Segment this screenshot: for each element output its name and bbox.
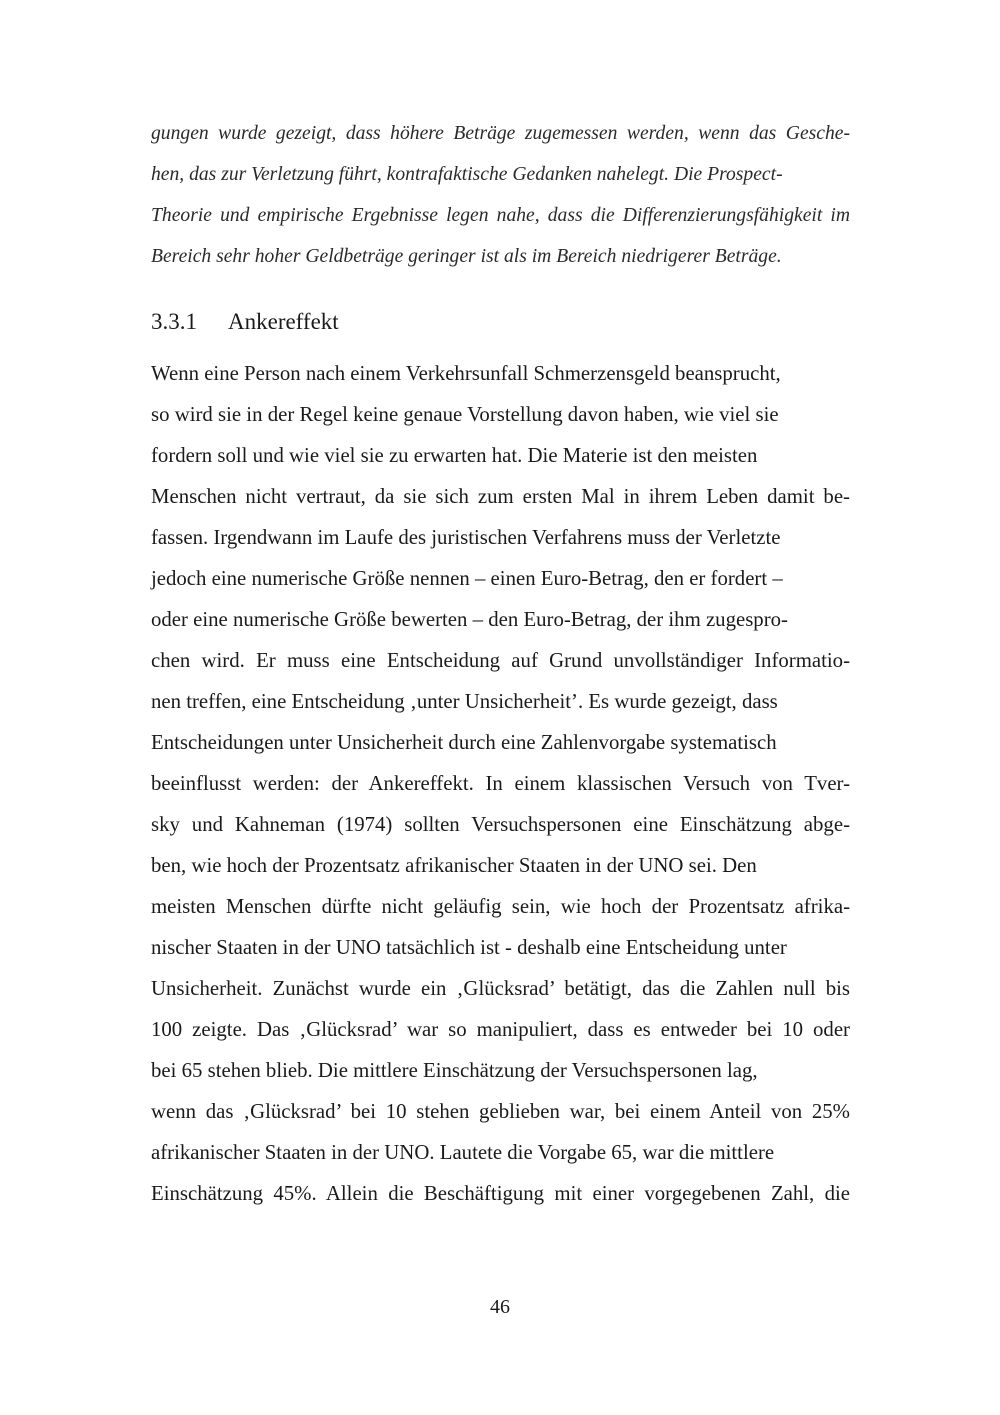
body-line: fassen. Irgendwann im Laufe des juristischen Verfahrens muss der Verletzte [151,526,781,549]
body-line: chen wird. Er muss eine Entscheidung auf Grund unvollständiger Informatio- [151,649,850,672]
intro-line: gungen wurde gezeigt, dass höhere Beträge zugemessen werden, wenn das Gesche- [151,123,850,144]
body-line: Entscheidungen unter Unsicherheit durch eine Zahlenvorgabe systematisch [151,731,777,754]
body-line: oder eine numerische Größe bewerten – den Euro-Betrag, der ihm zugespro- [151,608,788,631]
body-line: fordern soll und wie viel sie zu erwarten hat. Die Materie ist den meisten [151,444,758,467]
body-line: sky und Kahneman (1974) sollten Versuchspersonen eine Einschätzung abge- [151,813,850,836]
body-line: so wird sie in der Regel keine genaue Vorstellung davon haben, wie viel sie [151,403,779,426]
body-line: meisten Menschen dürfte nicht geläufig sein, wie hoch der Prozentsatz afrika- [151,895,850,918]
page-number: 46 [490,1296,510,1318]
intro-line: hen, das zur Verletzung führt, kontrafaktische Gedanken nahelegt. Die Prospect- [151,164,783,185]
body-line: Unsicherheit. Zunächst wurde ein ‚Glücksrad’ betätigt, das die Zahlen null bis [151,977,850,1000]
body-line: afrikanischer Staaten in der UNO. Lautete die Vorgabe 65, war die mittlere [151,1141,775,1164]
body-line: Einschätzung 45%. Allein die Beschäftigung mit einer vorgegebenen Zahl, die [151,1182,850,1205]
intro-line: Theorie und empirische Ergebnisse legen nahe, dass die Differenzierungsfähigkeit im [151,205,850,226]
body-line: wenn das ‚Glücksrad’ bei 10 stehen geblieben war, bei einem Anteil von 25% [151,1100,850,1123]
body-line: Menschen nicht vertraut, da sie sich zum ersten Mal in ihrem Leben damit be- [151,485,850,508]
body-line: 100 zeigte. Das ‚Glücksrad’ war so manipuliert, dass es entweder bei 10 oder [151,1018,850,1041]
body-line: jedoch eine numerische Größe nennen – einen Euro-Betrag, den er fordert – [151,567,783,590]
body-line: Wenn eine Person nach einem Verkehrsunfall Schmerzensgeld beansprucht, [151,362,781,385]
section-number: 3.3.1 [151,309,197,334]
section-heading [151,309,339,335]
body-line: beeinflusst werden: der Ankereffekt. In einem klassischen Versuch von Tver- [151,772,850,795]
body-line: nischer Staaten in der UNO tatsächlich ist - deshalb eine Entscheidung unter [151,936,787,959]
body-line: bei 65 stehen blieb. Die mittlere Einschätzung der Versuchspersonen lag, [151,1059,758,1082]
body-line: nen treffen, eine Entscheidung ‚unter Unsicherheit’. Es wurde gezeigt, dass [151,690,778,713]
section-title: Ankereffekt [228,309,339,334]
body-line: ben, wie hoch der Prozentsatz afrikanischer Staaten in der UNO sei. Den [151,854,757,877]
intro-line: Bereich sehr hoher Geldbeträge geringer ist als im Bereich niedrigerer Beträge. [151,246,782,267]
